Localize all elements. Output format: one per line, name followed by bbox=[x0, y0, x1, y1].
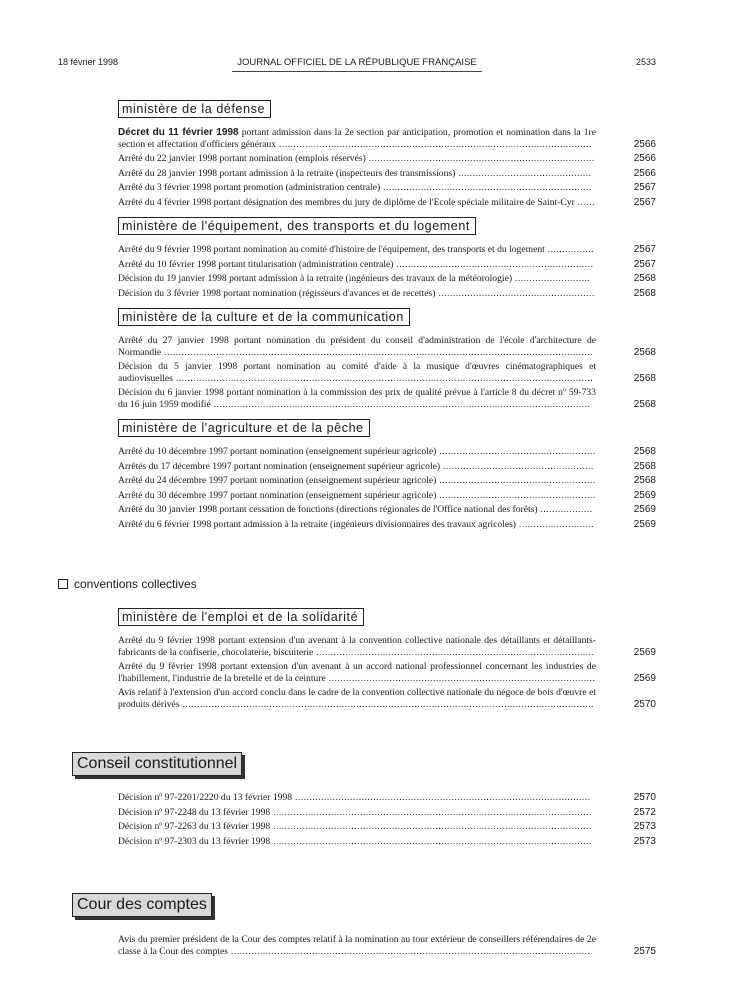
entry-page-number: 2569 bbox=[633, 504, 656, 515]
entry-page-number: 2568 bbox=[633, 372, 656, 384]
toc-entry bbox=[118, 490, 656, 502]
entry-page-number: 2569 bbox=[633, 646, 656, 658]
conventions-heading bbox=[58, 577, 197, 591]
dot-leader: .................................................... bbox=[440, 460, 594, 472]
entry-description: Décision du 5 janvier 1998 portant nomination au comité d'aide à la musique d'œuvres cinématographiques et audiovisuelles bbox=[118, 361, 596, 384]
toc-entry bbox=[118, 504, 656, 516]
entry-text bbox=[118, 490, 656, 502]
dot-leader: .................................................................................................................................. bbox=[210, 398, 591, 410]
entry-text bbox=[118, 273, 656, 285]
toc-entry bbox=[118, 635, 656, 658]
checkbox-square-icon bbox=[58, 579, 68, 589]
entry-text bbox=[118, 288, 656, 300]
dot-leader: ............................................................................................ bbox=[325, 672, 596, 684]
ministry-heading: ministère de l'agriculture et de la pêche bbox=[118, 419, 370, 437]
toc-entry bbox=[118, 288, 656, 300]
entry-text bbox=[118, 461, 656, 473]
ministry-heading: ministère de la culture et de la communication bbox=[118, 308, 410, 326]
toc-entry bbox=[118, 244, 656, 256]
toc-entry bbox=[118, 197, 656, 209]
entry-description: Arrêté du 9 février 1998 portant nomination au comité d'histoire de l'équipement, des transports et du logement bbox=[118, 244, 545, 255]
entry-description: Arrêtés du 17 décembre 1997 portant nomination (enseignement supérieur agricole) bbox=[118, 460, 441, 472]
page-number: 2533 bbox=[635, 57, 656, 67]
dot-leader: ................................................................................................................................................ bbox=[172, 372, 594, 384]
toc-entry bbox=[118, 182, 656, 194]
entry-text bbox=[118, 335, 656, 358]
entry-text bbox=[118, 934, 656, 957]
entry-text bbox=[118, 168, 656, 180]
dot-leader: ................ bbox=[544, 244, 595, 255]
entry-text bbox=[118, 792, 656, 804]
entry-description: Arrêté du 4 février 1998 portant désignation des membres du jury de diplôme de l'Ecole spéciale militaire de Saint-Cyr bbox=[118, 196, 575, 208]
entry-page-number: 2568 bbox=[633, 273, 656, 284]
entry-page-number: 2567 bbox=[633, 182, 656, 193]
dot-leader: .............................................................................................................. bbox=[270, 821, 592, 832]
dot-leader: ...................................................... bbox=[436, 475, 596, 486]
entry-description: Arrêté du 9 février 1998 portant extension d'un avenant à un accord national professionnel concernant les industries de l'habillement, l'industrie de la bretelle et de la ceinture bbox=[118, 661, 596, 684]
ministry-section bbox=[118, 217, 656, 299]
entry-text bbox=[118, 519, 656, 531]
entry-description: Décision nº 97-2263 du 13 février 1998 bbox=[118, 821, 271, 832]
dot-leader: ........................................................................ bbox=[380, 182, 592, 193]
toc-entry bbox=[118, 807, 656, 819]
entry-description: Décision du 3 février 1998 portant nomination (régisseurs d'avances et de recettes) bbox=[118, 287, 436, 299]
entry-page-number: 2575 bbox=[633, 945, 656, 957]
entry-description: Arrêté du 6 février 1998 portant admission à la retraite (ingénieurs divisionnaires des travaux agricoles) bbox=[118, 518, 517, 530]
toc-entry bbox=[118, 461, 656, 473]
entry-page-number: 2567 bbox=[633, 244, 656, 255]
toc-entry bbox=[118, 259, 656, 271]
entry-page-number: 2570 bbox=[633, 698, 656, 710]
entry-description: Arrêté du 3 février 1998 portant promotion (administration centrale) bbox=[118, 182, 381, 193]
entry-page-number: 2566 bbox=[633, 153, 656, 164]
entry-text bbox=[118, 661, 656, 684]
entry-page-number: 2567 bbox=[633, 258, 656, 270]
dot-leader: ...................................................... bbox=[436, 446, 596, 457]
entry-text bbox=[118, 153, 656, 165]
dot-leader: .............................................. bbox=[455, 167, 592, 179]
entry-page-number: 2569 bbox=[633, 672, 656, 684]
dot-leader: ................................................................................................ bbox=[313, 646, 595, 658]
entry-bold-title: Décret du 11 février 1998 bbox=[118, 127, 239, 138]
entry-text bbox=[118, 387, 656, 410]
dot-leader: ............................................................................................................ bbox=[276, 138, 592, 150]
entry-description: Décision nº 97-2303 du 13 février 1998 bbox=[118, 835, 271, 847]
header-rule bbox=[232, 71, 482, 72]
cour-heading: Cour des comptes bbox=[72, 893, 212, 917]
toc-entry bbox=[118, 475, 656, 487]
toc-entry bbox=[118, 361, 656, 384]
entry-text bbox=[118, 127, 656, 150]
entry-page-number: 2568 bbox=[633, 475, 656, 486]
entry-text bbox=[118, 361, 656, 384]
entry-text bbox=[118, 687, 656, 710]
dot-leader: .............................................................................................................. bbox=[270, 806, 592, 818]
entry-text bbox=[118, 259, 656, 271]
toc-entry bbox=[118, 153, 656, 165]
entry-text bbox=[118, 446, 656, 458]
toc-entry bbox=[118, 792, 656, 804]
toc-entry bbox=[118, 934, 656, 957]
entry-description: Arrêté du 9 février 1998 portant extension d'un avenant à la convention collective nationale des détaillants et détaillants-fabricants de la confiserie, chocolaterie, biscuiterie bbox=[118, 635, 596, 658]
toc-entry bbox=[118, 127, 656, 150]
dot-leader: ...................................................................................................... bbox=[292, 792, 591, 803]
entry-page-number: 2567 bbox=[633, 196, 656, 208]
ministry-heading: ministère de la défense bbox=[118, 100, 271, 118]
entry-description: portant admission dans la 2e section par anticipation, promotion et nomination dans la 1re section et affectation d'officiers généraux bbox=[118, 127, 596, 150]
entry-page-number: 2568 bbox=[633, 398, 656, 410]
dot-leader: .......................... bbox=[516, 518, 595, 530]
ministry-heading: ministère de l'équipement, des transports et du logement bbox=[118, 217, 476, 235]
conseil-heading: Conseil constitutionnel bbox=[72, 752, 242, 776]
toc-entry bbox=[118, 273, 656, 285]
toc-entry bbox=[118, 168, 656, 180]
entry-description: Arrêté du 10 février 1998 portant titularisation (administration centrale) bbox=[118, 258, 394, 270]
dot-leader: ............................................................................................................................ bbox=[228, 945, 591, 957]
ministry-section bbox=[118, 419, 656, 530]
conseil-entries bbox=[118, 792, 656, 850]
running-header bbox=[58, 57, 656, 71]
entry-description: Arrêté du 24 décembre 1997 portant nomination (enseignement supérieur agricole) bbox=[118, 475, 437, 486]
dot-leader: .................................................................................................................................................... bbox=[161, 346, 594, 358]
toc-entry bbox=[118, 836, 656, 848]
conventions-heading-text: conventions collectives bbox=[74, 577, 197, 591]
entry-description: Décision nº 97-2201/2220 du 13 février 1998 bbox=[118, 792, 293, 803]
entry-description: Arrêté du 27 janvier 1998 portant nomination du président du conseil d'administration de l'école d'architecture de Normandie bbox=[118, 335, 596, 358]
entry-text bbox=[118, 504, 656, 516]
toc-entry bbox=[118, 821, 656, 833]
ministry-section bbox=[118, 308, 656, 410]
entry-description: Arrêté du 10 décembre 1997 portant nomination (enseignement supérieur agricole) bbox=[118, 446, 437, 457]
entry-page-number: 2568 bbox=[633, 346, 656, 358]
ministry-heading: ministère de l'emploi et de la solidarité bbox=[118, 608, 364, 626]
entry-description: Décision du 6 janvier 1998 portant nomination à la commission des prix de qualité prévue à l'article 8 du décret nº 59-733 du 16 juin 1959 modifié bbox=[118, 387, 596, 410]
ministry-sections bbox=[118, 100, 656, 539]
toc-entry bbox=[118, 519, 656, 531]
entry-description: Arrêté du 28 janvier 1998 portant admission à la retraite (inspecteurs des transmissions) bbox=[118, 167, 456, 179]
toc-entry bbox=[118, 446, 656, 458]
entry-page-number: 2573 bbox=[633, 821, 656, 832]
toc-entry bbox=[118, 335, 656, 358]
dot-leader: .............................................................................. bbox=[365, 153, 595, 164]
entry-page-number: 2568 bbox=[633, 460, 656, 472]
dot-leader: ...................................................... bbox=[436, 489, 596, 501]
entry-text bbox=[118, 807, 656, 819]
dot-leader: .......................... bbox=[512, 273, 591, 284]
entry-page-number: 2569 bbox=[633, 489, 656, 501]
dot-leader: ...................................................... bbox=[435, 287, 595, 299]
dot-leader: .............................................................................................................................................. bbox=[179, 698, 595, 710]
dot-leader: .............................................................................................................. bbox=[270, 835, 592, 847]
entry-text bbox=[118, 635, 656, 658]
entry-text bbox=[118, 821, 656, 833]
toc-entry bbox=[118, 661, 656, 684]
entry-text bbox=[118, 182, 656, 194]
issue-date: 18 février 1998 bbox=[58, 57, 119, 67]
conventions-section bbox=[118, 608, 656, 719]
dot-leader: .................................................................... bbox=[393, 258, 594, 270]
entry-description: Décision du 19 janvier 1998 portant admission à la retraite (ingénieurs des travaux de la météorologie) bbox=[118, 273, 513, 284]
entry-description: Avis du premier président de la Cour des comptes relatif à la nomination au tour extérieur de conseillers référendaires de 2e classe à la Cour des comptes bbox=[118, 934, 596, 957]
ministry-section bbox=[118, 608, 656, 710]
entry-description: Arrêté du 30 janvier 1998 portant cessation de fonctions (directions régionales de l'Office national des forêts) bbox=[118, 504, 538, 515]
cour-entries bbox=[118, 934, 656, 960]
entry-text bbox=[118, 836, 656, 848]
entry-text bbox=[118, 244, 656, 256]
toc-entry bbox=[118, 687, 656, 710]
entry-page-number: 2566 bbox=[633, 167, 656, 179]
entry-page-number: 2568 bbox=[633, 287, 656, 299]
entry-page-number: 2566 bbox=[633, 138, 656, 150]
journal-title: JOURNAL OFFICIEL DE LA RÉPUBLIQUE FRANÇAISE bbox=[237, 57, 477, 68]
dot-leader: ...... bbox=[574, 196, 596, 208]
entry-text bbox=[118, 197, 656, 209]
entry-description: Avis relatif à l'extension d'un accord conclu dans le cadre de la convention collective nationale du négoce de bois d'œuvre et produits dérivés bbox=[118, 687, 596, 710]
entry-description: Arrêté du 22 janvier 1998 portant nomination (emplois réservés) bbox=[118, 153, 366, 164]
entry-text bbox=[118, 475, 656, 487]
toc-entry bbox=[118, 387, 656, 410]
entry-page-number: 2573 bbox=[633, 835, 656, 847]
entry-page-number: 2572 bbox=[633, 806, 656, 818]
entry-page-number: 2568 bbox=[633, 446, 656, 457]
entry-page-number: 2570 bbox=[633, 792, 656, 803]
entry-description: Arrêté du 30 décembre 1997 portant nomination (enseignement supérieur agricole) bbox=[118, 489, 437, 501]
entry-description: Décision nº 97-2248 du 13 février 1998 bbox=[118, 806, 271, 818]
ministry-section bbox=[118, 100, 656, 208]
entry-page-number: 2569 bbox=[633, 518, 656, 530]
dot-leader: .................. bbox=[537, 504, 593, 515]
